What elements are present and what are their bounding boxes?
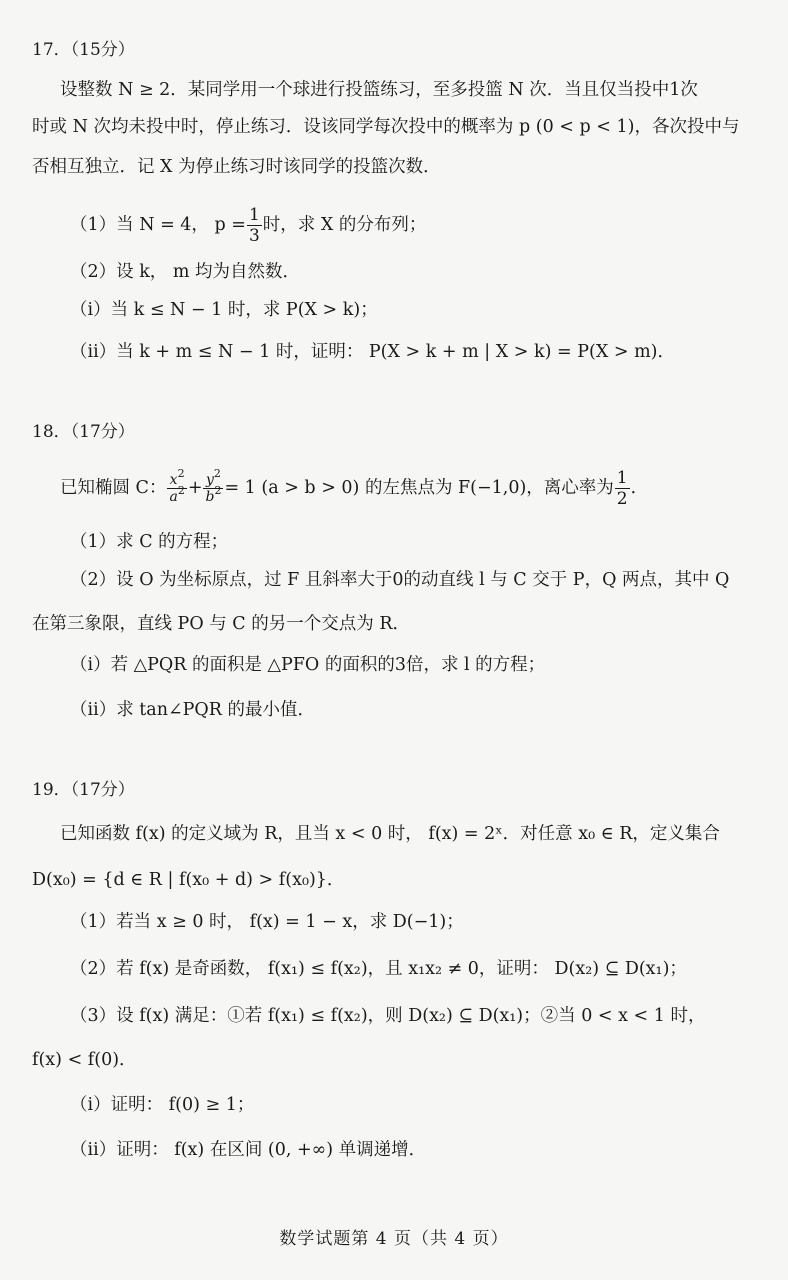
q17-header: 17．（15分） xyxy=(32,40,135,60)
q18-part1: （1）求 C 的方程； xyxy=(70,532,229,552)
q19-intro-line1: 已知函数 f(x) 的定义域为 R，且当 x < 0 时， f(x) = 2ˣ．对任意 x₀ ∈ R，定义集合 xyxy=(60,824,720,844)
q19-intro-line2: D(x₀) = {d ∈ R | f(x₀ + d) > f(x₀)}． xyxy=(32,870,345,890)
q17-part2-ii: （ⅱ）当 k + m ≤ N − 1 时，证明： P(X > k + m | X > k) = P(X > m)． xyxy=(70,342,675,362)
q19-part3-line1: （3）设 f(x) 满足：①若 f(x₁) ≤ f(x₂)，则 D(x₂) ⊆ D(x₁)；②当 0 < x < 1 时， xyxy=(70,1006,706,1026)
q18-header: 18．（17分） xyxy=(32,422,135,442)
q19-part2: （2）若 f(x) 是奇函数， f(x₁) ≤ f(x₂)，且 x₁x₂ ≠ 0，证明： D(x₂) ⊆ D(x₁)； xyxy=(70,959,687,979)
q17-intro-line3: 否相互独立．记 X 为停止练习时该同学的投篮次数． xyxy=(32,157,441,177)
q19-part3-line2: f(x) < f(0)． xyxy=(32,1050,137,1070)
q19-part3-ii: （ⅱ）证明： f(x) 在区间 (0, +∞) 单调递增． xyxy=(70,1140,427,1160)
q18-part2-ii: （ⅱ）求 tan∠PQR 的最小值． xyxy=(70,700,316,720)
q18-intro: 已知椭圆 C： $\frac{x^2}{a^2}$ + $\frac{y^2}{b^2}$ = 1 (a > b > 0) 的左焦点为 F(−1,0)，离心率为 $\frac{1}{2}$ ． xyxy=(60,467,649,509)
q19-part3-i: （ⅰ）证明： f(0) ≥ 1； xyxy=(70,1095,255,1115)
q17-part1: （1）当 N = 4， p = $\frac{1}{3}$ 时，求 X 的分布列； xyxy=(70,205,427,246)
fraction-x2-a2: $\frac{x^2}{a^2}$ xyxy=(169,467,185,505)
q17-intro-line2: 时或 N 次均未投中时，停止练习．设该同学每次投中的概率为 p (0 < p < 1)，各次投中与 xyxy=(32,117,740,137)
fraction-one-third: $\frac{1}{3}$ xyxy=(248,205,260,246)
q18-part2-line2: 在第三象限，直线 PO 与 C 的另一个交点为 R． xyxy=(32,614,411,634)
q19-part1: （1）若当 x ≥ 0 时， f(x) = 1 − x，求 D(−1)； xyxy=(70,912,464,932)
q17-part2: （2）设 k， m 均为自然数． xyxy=(70,262,301,282)
fraction-one-half: $\frac{1}{2}$ xyxy=(616,468,628,509)
q18-part2-line1: （2）设 O 为坐标原点，过 F 且斜率大于0的动直线 l 与 C 交于 P，Q 两点，其中 Q xyxy=(70,570,730,590)
fraction-y2-b2: $\frac{y^2}{b^2}$ xyxy=(205,467,222,505)
q18-part2-i: （ⅰ）若 △PQR 的面积是 △PFO 的面积的3倍，求 l 的方程； xyxy=(70,655,546,675)
q17-part2-i: （ⅰ）当 k ≤ N − 1 时，求 P(X > k)； xyxy=(70,300,378,320)
q17-intro-line1: 设整数 N ≥ 2．某同学用一个球进行投篮练习，至多投篮 N 次．当且仅当投中1次 xyxy=(60,80,698,100)
q19-header: 19．（17分） xyxy=(32,780,135,800)
page-footer: 数学试题第 4 页（共 4 页） xyxy=(279,1229,509,1249)
